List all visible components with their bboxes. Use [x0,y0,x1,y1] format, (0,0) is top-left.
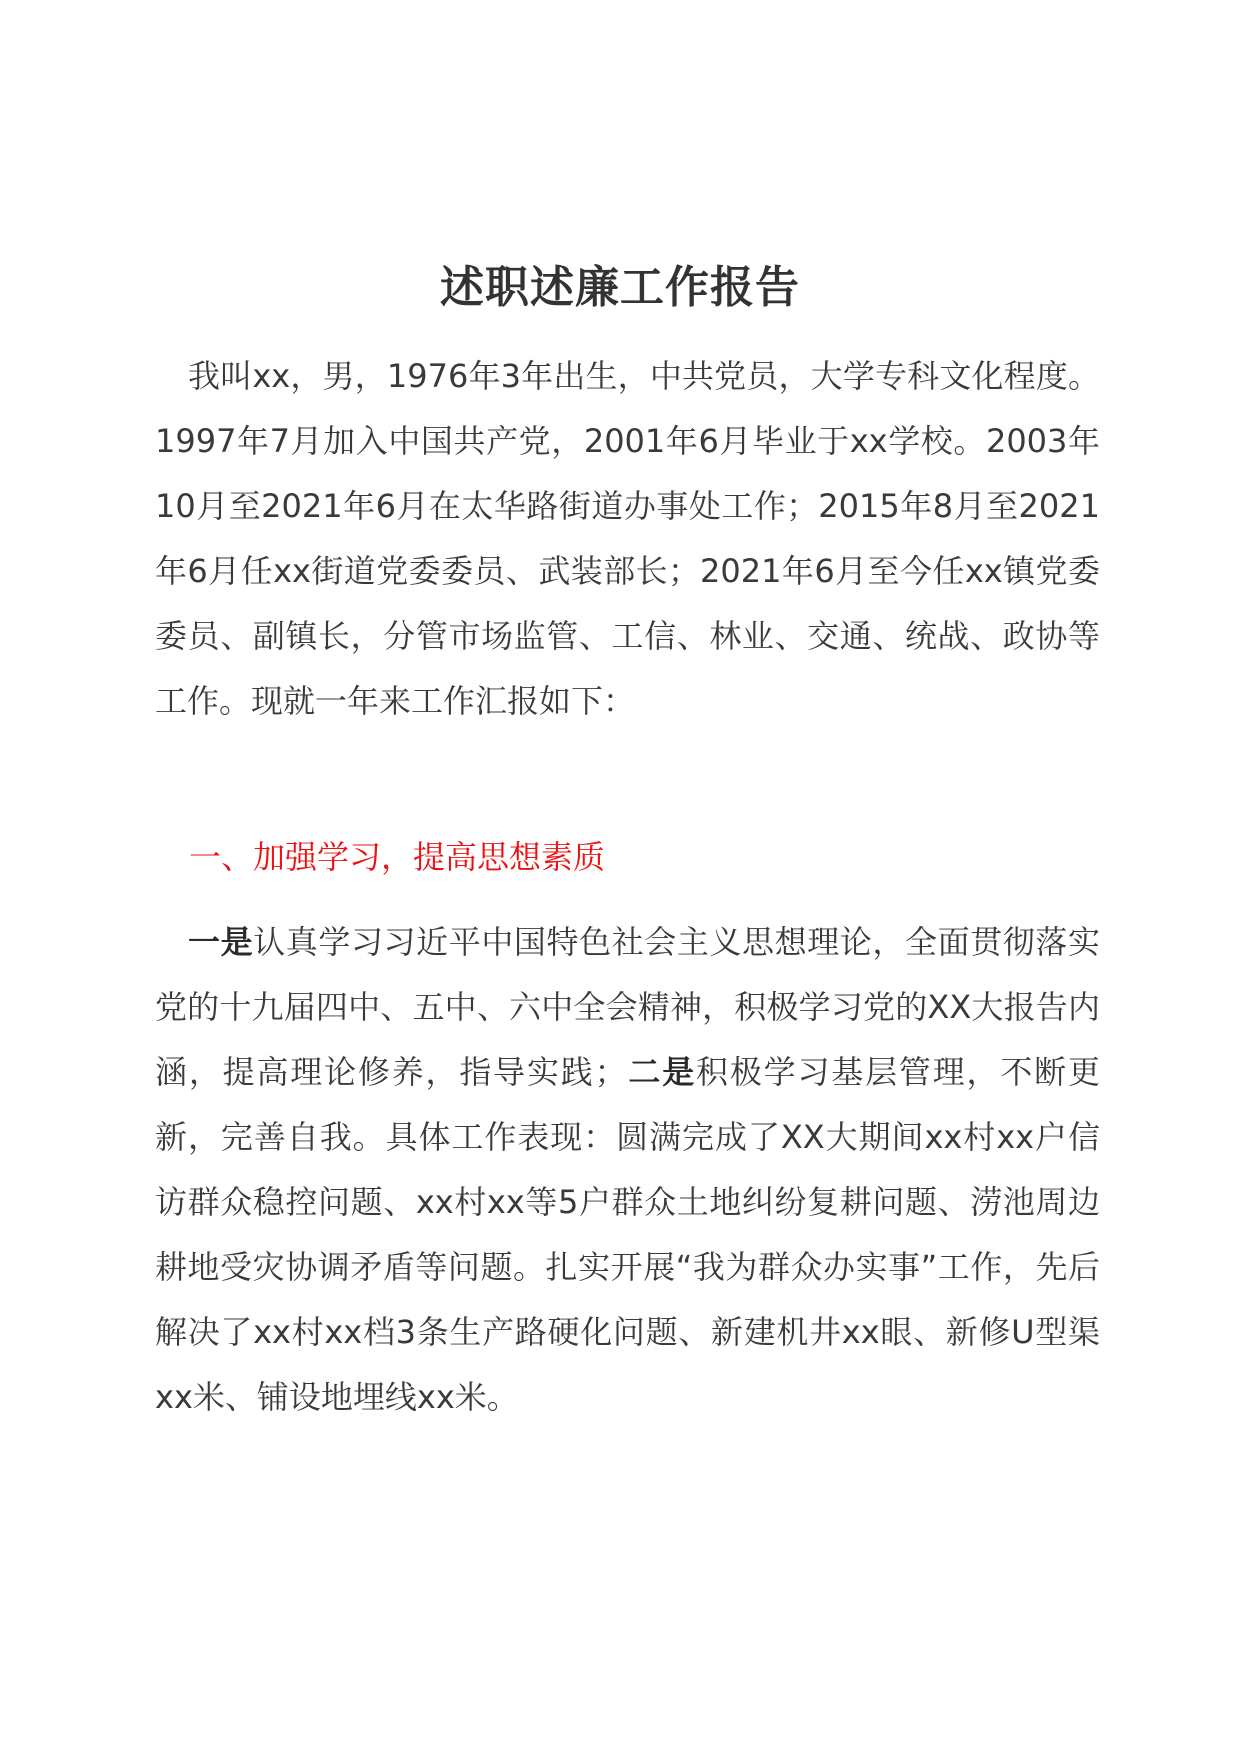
section-heading: 一、加强学习，提高思想素质 [189,838,606,876]
section-paragraph [155,910,1100,1430]
paragraph-text-2: 积极学习基层管理，不断更新，完善自我。具体工作表现：圆满完成了XX大期间xx村xx户信访群众稳控问题、xx村xx等5户群众土地纠纷复耕问题、涝池周边耕地受灾协调矛盾等问题。扎实开展“我为群众办实事”工作，先后解决了xx村xx档3条生产路硬化问题、新建机井xx眼、新修U型渠xx米、铺设地埋线xx米。 [155,1053,1100,1416]
document-title: 述职述廉工作报告 [440,262,800,313]
intro-paragraph: 我叫xx，男，1976年3年出生，中共党员，大学专科文化程度。1997年7月加入中国共产党，2001年6月毕业于xx学校。2003年10月至2021年6月在太华路街道办事处工作；2015年8月至2021年6月任xx街道党委委员、武装部长；2021年6月至今任xx镇党委委员、副镇长，分管市场监管、工信、林业、交通、统战、政协等工作。现就一年来工作汇报如下： [155,357,1100,720]
lead-label-2: 二是 [626,1053,697,1091]
paragraph-text-1: 认真学习习近平中国特色社会主义思想理论，全面贯彻落实党的十九届四中、五中、六中全会精神，积极学习党的XX大报告内涵，提高理论修养，指导实践； [155,923,1100,1091]
lead-label-1: 一是 [188,923,254,961]
